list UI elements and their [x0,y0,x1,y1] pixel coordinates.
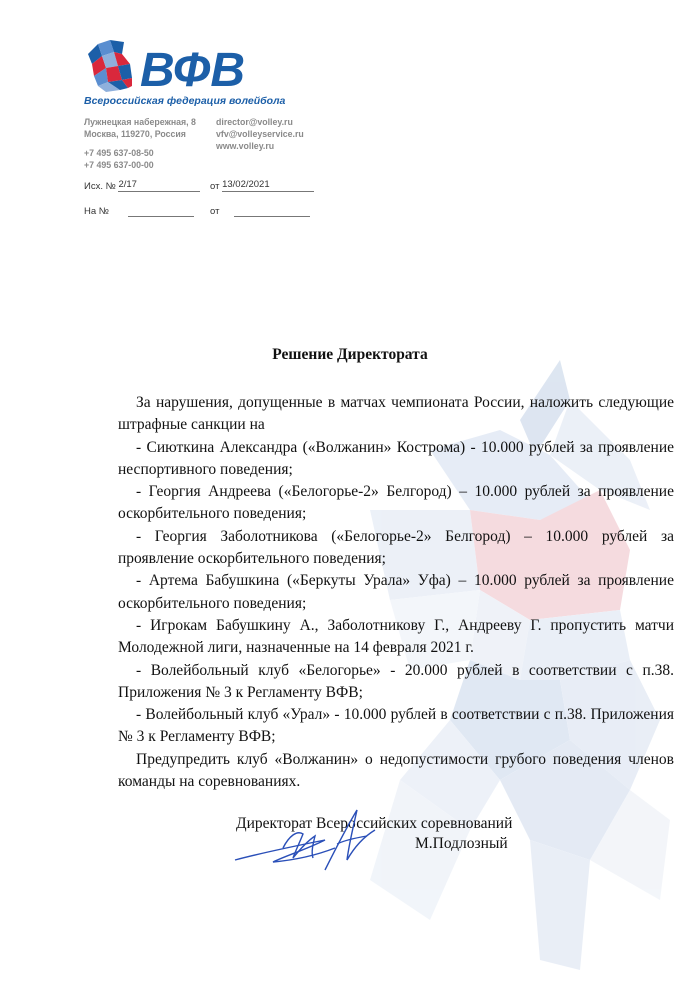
vfv-logo-mark [84,38,284,94]
phone-2: +7 495 637-00-00 [84,160,154,170]
sanction-item: - Сиюткина Александра («Волжанин» Кострома) - 10.000 рублей за проявление неспортивного поведения; [118,438,674,478]
incoming-date-label: от [210,206,220,217]
incoming-date-row [210,204,310,217]
incoming-label: На № [84,206,109,217]
org-name: Всероссийская федерация волейбола [84,95,286,107]
website: www.volley.ru [216,141,275,151]
outgoing-date-label: от [210,181,220,192]
sanction-item: - Артема Бабушкина («Беркуты Урала» Уфа) – 10.000 рублей за проявление оскорбительного поведения; [118,572,674,612]
handwritten-signature [225,800,395,880]
phone-1: +7 495 637-08-50 [84,148,154,158]
outgoing-number-row [84,179,200,192]
outgoing-date: 13/02/2021 [222,179,314,192]
incoming-number [128,204,194,217]
signature-organization: Директорат Всероссийских соревнований [236,815,513,832]
signature-name: М.Подлозный [415,835,508,852]
sanction-item: - Георгия Заболотникова («Белогорье-2» Белгород) – 10.000 рублей за проявление оскорбительного поведения; [118,527,674,568]
address-line-2: Москва, 119270, Россия [84,129,186,139]
paragraph-warning: Предупредить клуб «Волжанин» о недопустимости грубого поведения членов команды на соревнованиях. [118,750,674,791]
outgoing-label: Исх. № [84,181,116,192]
incoming-number-row [84,204,194,217]
incoming-date [234,204,310,217]
outgoing-date-row [210,179,314,192]
logo-text: ВФВ [140,44,245,94]
contacts-online [216,116,304,152]
document-title: Решение Директората [272,346,428,363]
outgoing-number: 2/17 [118,179,200,192]
document-body [118,392,674,793]
sanction-item: - Георгия Андреева («Белогорье-2» Белгород) – 10.000 рублей за проявление оскорбительного поведения; [118,483,674,523]
paragraph-intro: За нарушения, допущенные в матчах чемпионата России, наложить следующие штрафные санкции на [118,394,674,434]
vfv-logo [84,38,284,94]
email-2: vfv@volleyservice.ru [216,129,304,139]
sanction-item: - Волейбольный клуб «Белогорье» - 20.000 рублей в соответствии с п.38. Приложения № 3 к Регламенту ВФВ; [118,661,674,701]
contacts-address [84,116,196,171]
sanction-item: - Волейбольный клуб «Урал» - 10.000 рублей в соответствии с п.38. Приложения № 3 к Регламенту ВФВ; [118,706,674,746]
sanction-item: - Игрокам Бабушкину А., Заболотникову Г., Андрееву Г. пропустить матчи Молодежной лиги, назначенные на 14 февраля 2021 г. [118,616,674,657]
address-line-1: Лужнецкая набережная, 8 [84,117,196,127]
email-1: director@volley.ru [216,117,293,127]
